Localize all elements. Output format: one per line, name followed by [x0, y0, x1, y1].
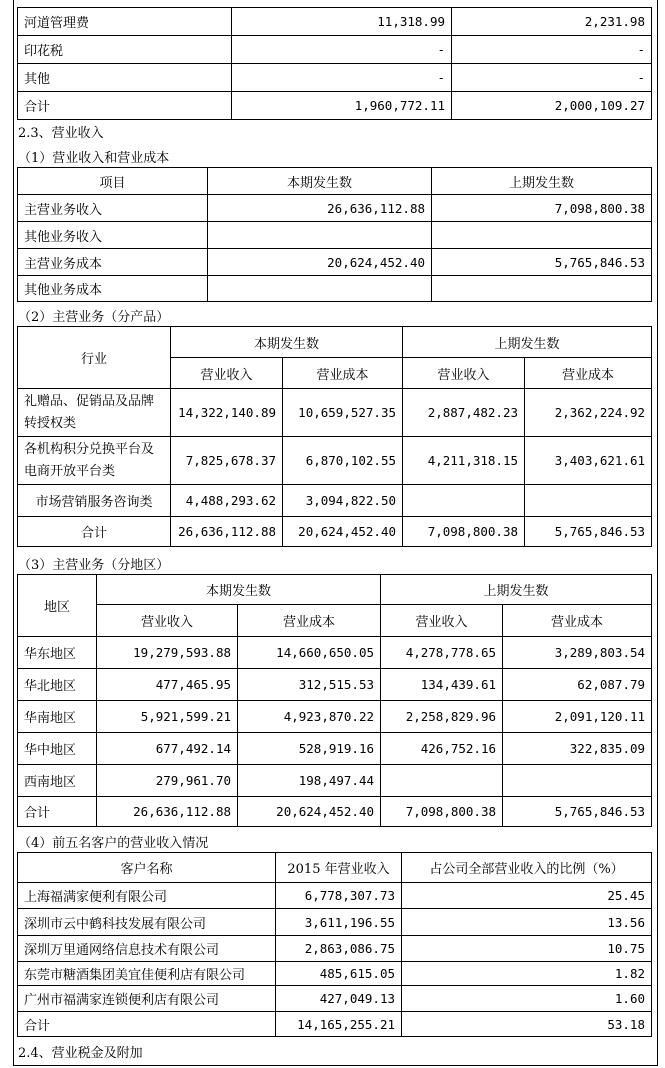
current-cost: 198,497.44	[238, 765, 381, 797]
row-label: 华北地区	[18, 669, 97, 701]
previous-cost: 62,087.79	[503, 669, 652, 701]
table-row	[18, 437, 652, 485]
customer-name: 深圳万里通网络信息技术有限公司	[18, 936, 276, 962]
previous-period-header: 上期发生数	[403, 327, 652, 358]
row-label: 华东地区	[18, 637, 97, 669]
row-label: 印花税	[18, 36, 232, 64]
table-row	[18, 92, 652, 120]
customer-revenue: 2,863,086.75	[276, 936, 402, 962]
table-row	[18, 389, 652, 437]
current-revenue: 677,492.14	[97, 733, 238, 765]
column-header: 项目	[18, 168, 208, 195]
table-header-row	[18, 575, 652, 605]
row-label: 其他	[18, 64, 232, 92]
table-row	[18, 936, 652, 962]
current-value	[208, 222, 432, 249]
column-header: 2015 年营业收入	[276, 853, 402, 883]
previous-period-header: 上期发生数	[381, 575, 652, 605]
column-header: 营业成本	[283, 358, 403, 389]
previous-value: -	[452, 64, 652, 92]
previous-cost	[503, 765, 652, 797]
customer-revenue: 485,615.05	[276, 962, 402, 986]
row-label: 河道管理费	[18, 8, 232, 36]
subsection-heading: （2）主营业务（分产品）	[18, 310, 170, 325]
current-value: 20,624,452.40	[208, 249, 432, 276]
table-row	[18, 669, 652, 701]
current-cost: 4,923,870.22	[238, 701, 381, 733]
previous-cost: 3,289,803.54	[503, 637, 652, 669]
current-revenue: 477,465.95	[97, 669, 238, 701]
subsection-heading: （3）主营业务（分地区）	[18, 558, 170, 573]
previous-value: 2,231.98	[452, 8, 652, 36]
row-label: 西南地区	[18, 765, 97, 797]
current-cost: 20,624,452.40	[238, 797, 381, 827]
row-label: 华南地区	[18, 701, 97, 733]
column-header: 营业成本	[503, 605, 652, 637]
table-row	[18, 249, 652, 276]
row-label: 华中地区	[18, 733, 97, 765]
table-row	[18, 195, 652, 222]
customer-ratio: 13.56	[402, 909, 652, 936]
tax-table	[17, 7, 652, 120]
column-header: 客户名称	[18, 853, 276, 883]
current-period-header: 本期发生数	[171, 327, 403, 358]
previous-value	[432, 276, 652, 302]
current-value: -	[232, 36, 452, 64]
previous-value: 7,098,800.38	[432, 195, 652, 222]
row-label: 市场营销服务咨询类	[18, 485, 171, 517]
customer-revenue: 6,778,307.73	[276, 883, 402, 909]
table-row	[18, 222, 652, 249]
customer-ratio: 1.82	[402, 962, 652, 986]
customer-name: 广州市福满家连锁便利店有限公司	[18, 986, 276, 1012]
current-value	[208, 276, 432, 302]
row-label: 主营业务收入	[18, 195, 208, 222]
current-value: 1,960,772.11	[232, 92, 452, 120]
table-header-row	[18, 327, 652, 358]
table-row	[18, 765, 652, 797]
customer-revenue: 427,049.13	[276, 986, 402, 1012]
previous-revenue	[381, 765, 503, 797]
previous-cost: 5,765,846.53	[525, 517, 652, 547]
previous-cost: 2,091,120.11	[503, 701, 652, 733]
current-cost: 312,515.53	[238, 669, 381, 701]
top-customers-table	[17, 852, 652, 1037]
table-row	[18, 797, 652, 827]
current-revenue: 19,279,593.88	[97, 637, 238, 669]
previous-revenue: 4,211,318.15	[403, 437, 525, 485]
table-row	[18, 64, 652, 92]
previous-revenue: 2,887,482.23	[403, 389, 525, 437]
previous-revenue: 7,098,800.38	[403, 517, 525, 547]
customer-name: 深圳市云中鹤科技发展有限公司	[18, 909, 276, 936]
column-header: 上期发生数	[432, 168, 652, 195]
current-cost: 14,660,650.05	[238, 637, 381, 669]
current-period-header: 本期发生数	[97, 575, 381, 605]
table-row	[18, 733, 652, 765]
revenue-cost-table	[17, 167, 652, 302]
previous-cost: 2,362,224.92	[525, 389, 652, 437]
customer-revenue: 3,611,196.55	[276, 909, 402, 936]
industry-header: 行业	[18, 327, 171, 389]
current-value: -	[232, 64, 452, 92]
column-header: 营业收入	[381, 605, 503, 637]
column-header: 营业收入	[403, 358, 525, 389]
current-value: 26,636,112.88	[208, 195, 432, 222]
table-row	[18, 883, 652, 909]
row-label: 合计	[18, 92, 232, 120]
current-cost: 3,094,822.50	[283, 485, 403, 517]
table-row	[18, 986, 652, 1012]
current-revenue: 7,825,678.37	[171, 437, 283, 485]
previous-value: 2,000,109.27	[452, 92, 652, 120]
previous-revenue: 2,258,829.96	[381, 701, 503, 733]
column-header: 营业收入	[171, 358, 283, 389]
current-value: 11,318.99	[232, 8, 452, 36]
current-cost: 10,659,527.35	[283, 389, 403, 437]
current-revenue: 4,488,293.62	[171, 485, 283, 517]
column-header: 营业成本	[238, 605, 381, 637]
table-row	[18, 701, 652, 733]
previous-cost: 322,835.09	[503, 733, 652, 765]
subsection-heading: （4）前五名客户的营业收入情况	[18, 836, 209, 851]
previous-revenue: 7,098,800.38	[381, 797, 503, 827]
column-header: 营业成本	[525, 358, 652, 389]
row-label: 主营业务成本	[18, 249, 208, 276]
table-row	[18, 8, 652, 36]
customer-ratio: 10.75	[402, 936, 652, 962]
customer-ratio: 25.45	[402, 883, 652, 909]
customer-name: 合计	[18, 1012, 276, 1037]
current-revenue: 26,636,112.88	[171, 517, 283, 547]
subsection-heading: （1）营业收入和营业成本	[18, 151, 170, 166]
previous-revenue: 426,752.16	[381, 733, 503, 765]
table-header-row	[18, 605, 652, 637]
previous-revenue: 134,439.61	[381, 669, 503, 701]
row-label: 其他业务成本	[18, 276, 208, 302]
table-row	[18, 276, 652, 302]
row-label: 各机构积分兑换平台及电商开放平台类	[18, 437, 171, 485]
column-header: 占公司全部营业收入的比例（%）	[402, 853, 652, 883]
previous-cost: 3,403,621.61	[525, 437, 652, 485]
row-label: 合计	[18, 797, 97, 827]
table-row	[18, 36, 652, 64]
product-table	[17, 326, 652, 547]
previous-value: -	[452, 36, 652, 64]
table-row	[18, 517, 652, 547]
column-header: 营业收入	[97, 605, 238, 637]
region-table	[17, 574, 652, 827]
row-label: 合计	[18, 517, 171, 547]
customer-ratio: 53.18	[402, 1012, 652, 1037]
previous-value: 5,765,846.53	[432, 249, 652, 276]
current-cost: 6,870,102.55	[283, 437, 403, 485]
column-header: 本期发生数	[208, 168, 432, 195]
current-cost: 528,919.16	[238, 733, 381, 765]
section-heading: 2.3、营业收入	[18, 126, 104, 141]
current-cost: 20,624,452.40	[283, 517, 403, 547]
row-label: 其他业务收入	[18, 222, 208, 249]
table-header-row	[18, 853, 652, 883]
table-header-row	[18, 168, 652, 195]
table-row	[18, 1012, 652, 1037]
previous-cost	[525, 485, 652, 517]
customer-name: 东莞市糖酒集团美宜佳便利店有限公司	[18, 962, 276, 986]
row-label: 礼赠品、促销品及品牌转授权类	[18, 389, 171, 437]
current-revenue: 14,322,140.89	[171, 389, 283, 437]
current-revenue: 279,961.70	[97, 765, 238, 797]
table-row	[18, 637, 652, 669]
region-header: 地区	[18, 575, 97, 637]
previous-value	[432, 222, 652, 249]
current-revenue: 26,636,112.88	[97, 797, 238, 827]
previous-cost: 5,765,846.53	[503, 797, 652, 827]
previous-revenue: 4,278,778.65	[381, 637, 503, 669]
current-revenue: 5,921,599.21	[97, 701, 238, 733]
customer-revenue: 14,165,255.21	[276, 1012, 402, 1037]
table-row	[18, 962, 652, 986]
section-heading: 2.4、营业税金及附加	[18, 1046, 143, 1061]
previous-revenue	[403, 485, 525, 517]
customer-name: 上海福满家便利有限公司	[18, 883, 276, 909]
customer-ratio: 1.60	[402, 986, 652, 1012]
table-row	[18, 485, 652, 517]
table-row	[18, 909, 652, 936]
